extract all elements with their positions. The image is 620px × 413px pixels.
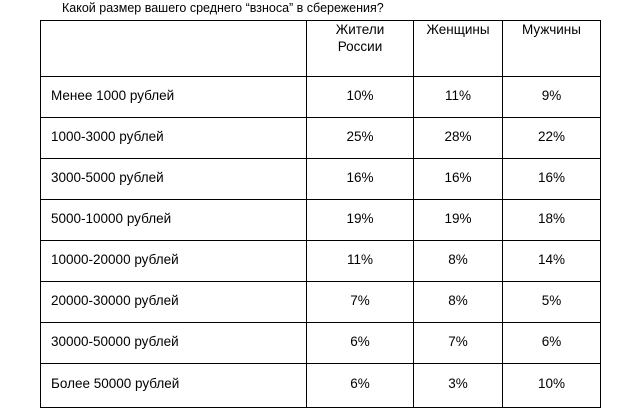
table-row bbox=[41, 323, 601, 364]
table-row bbox=[41, 364, 601, 408]
table-header-row bbox=[41, 21, 601, 77]
table-row bbox=[41, 282, 601, 323]
row-label: 1000-3000 рублей bbox=[41, 118, 307, 159]
cell-men: 16% bbox=[503, 159, 601, 200]
cell-women: 3% bbox=[414, 364, 503, 408]
column-header-women bbox=[414, 21, 503, 77]
table-row bbox=[41, 118, 601, 159]
cell-russia: 19% bbox=[307, 200, 414, 241]
cell-women: 28% bbox=[414, 118, 503, 159]
column-header-russia bbox=[307, 21, 414, 77]
row-label: 30000-50000 рублей bbox=[41, 323, 307, 364]
cell-women: 8% bbox=[414, 241, 503, 282]
cell-men: 6% bbox=[503, 323, 601, 364]
cell-russia: 6% bbox=[307, 323, 414, 364]
column-header-women-label: Женщины bbox=[426, 22, 490, 37]
cell-russia: 25% bbox=[307, 118, 414, 159]
cell-russia: 6% bbox=[307, 364, 414, 408]
header-corner-cell bbox=[41, 21, 307, 77]
cell-women: 16% bbox=[414, 159, 503, 200]
row-label: 3000-5000 рублей bbox=[41, 159, 307, 200]
row-label: 10000-20000 рублей bbox=[41, 241, 307, 282]
table-row bbox=[41, 200, 601, 241]
table-row bbox=[41, 77, 601, 118]
cell-russia: 11% bbox=[307, 241, 414, 282]
cell-women: 19% bbox=[414, 200, 503, 241]
cell-women: 11% bbox=[414, 77, 503, 118]
cell-women: 8% bbox=[414, 282, 503, 323]
savings-table bbox=[40, 20, 601, 408]
cell-men: 10% bbox=[503, 364, 601, 408]
column-header-men bbox=[503, 21, 601, 77]
cell-men: 22% bbox=[503, 118, 601, 159]
column-header-men-label: Мужчины bbox=[522, 22, 581, 37]
question-title: Какой размер вашего среднего “взноса” в сбережения? bbox=[62, 1, 384, 15]
table-row bbox=[41, 241, 601, 282]
row-label: Менее 1000 рублей bbox=[41, 77, 307, 118]
column-header-russia-line2: России bbox=[337, 39, 383, 54]
row-label: 20000-30000 рублей bbox=[41, 282, 307, 323]
cell-women: 7% bbox=[414, 323, 503, 364]
row-label: 5000-10000 рублей bbox=[41, 200, 307, 241]
cell-men: 14% bbox=[503, 241, 601, 282]
cell-russia: 10% bbox=[307, 77, 414, 118]
cell-men: 5% bbox=[503, 282, 601, 323]
cell-russia: 7% bbox=[307, 282, 414, 323]
row-label: Более 50000 рублей bbox=[41, 364, 307, 408]
cell-men: 18% bbox=[503, 200, 601, 241]
column-header-russia-line1: Жители bbox=[335, 22, 385, 37]
cell-men: 9% bbox=[503, 77, 601, 118]
table-row bbox=[41, 159, 601, 200]
cell-russia: 16% bbox=[307, 159, 414, 200]
